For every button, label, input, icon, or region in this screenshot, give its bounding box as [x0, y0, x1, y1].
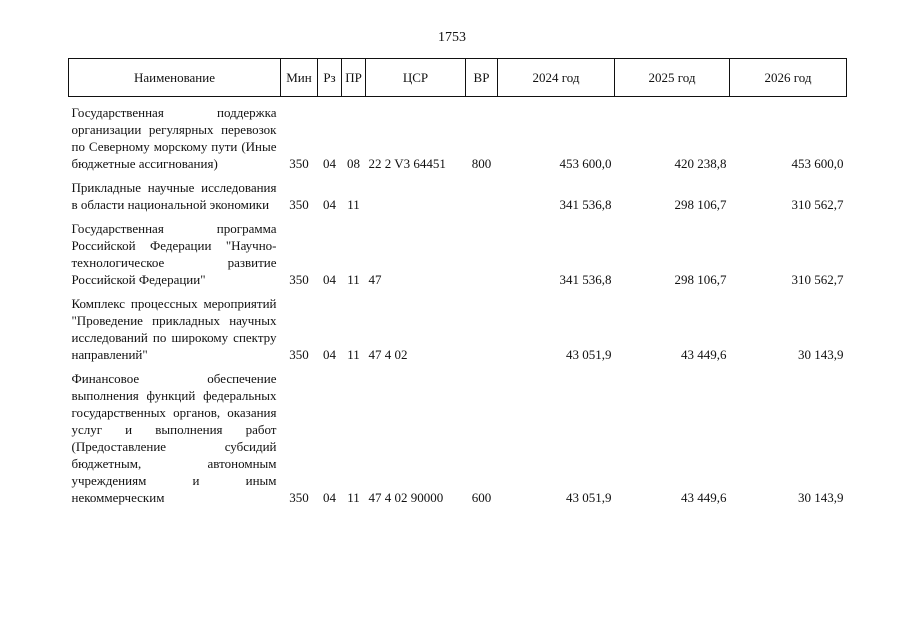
row-csr: 22 2 V3 64451 [368, 156, 446, 171]
row-rz: 04 [323, 197, 336, 212]
header-pr: ПР [342, 59, 366, 97]
row-min: 350 [289, 347, 309, 362]
header-min: Мин [281, 59, 318, 97]
row-name: Финансовое обеспечение выполнения функций федеральных государственных органов, оказания услуг и выполнения работ (Предоставление субсидий бюджетным, автономным учреждениям и иным некоммерческим [71, 371, 277, 505]
row-2026: 310 562,7 [791, 197, 844, 212]
table-row [69, 295, 847, 363]
row-2024: 43 051,9 [566, 347, 612, 362]
row-vr: 600 [471, 490, 492, 505]
row-vr [466, 295, 498, 363]
budget-table [68, 58, 847, 506]
row-min: 350 [289, 156, 309, 171]
header-2025: 2025 год [615, 59, 730, 97]
header-csr: ЦСР [366, 59, 466, 97]
row-pr: 11 [347, 347, 360, 362]
row-2025: 298 106,7 [674, 272, 727, 287]
row-min: 350 [289, 490, 309, 505]
row-csr: 47 4 02 [368, 347, 408, 362]
row-min: 350 [289, 197, 309, 212]
table-row [69, 104, 847, 172]
row-name: Комплекс процессных мероприятий "Проведение прикладных научных исследований по широкому спектру направлений" [71, 296, 277, 362]
row-rz: 04 [323, 272, 336, 287]
header-name: Наименование [69, 59, 281, 97]
header-2026: 2026 год [730, 59, 847, 97]
table-row [69, 179, 847, 213]
row-2026: 30 143,9 [798, 490, 844, 505]
header-vr: ВР [466, 59, 498, 97]
row-name: Прикладные научные исследования в области национальной экономики [71, 180, 277, 212]
row-2025: 43 449,6 [681, 347, 727, 362]
row-pr: 11 [347, 490, 360, 505]
row-pr: 11 [347, 197, 360, 212]
row-vr [466, 220, 498, 288]
header-rz: Рз [318, 59, 342, 97]
row-2026: 30 143,9 [798, 347, 844, 362]
table-header [69, 59, 847, 97]
row-rz: 04 [323, 490, 336, 505]
row-rz: 04 [323, 156, 336, 171]
header-2024: 2024 год [498, 59, 615, 97]
row-pr: 08 [347, 156, 360, 171]
row-rz: 04 [323, 347, 336, 362]
row-name: Государственная программа Российской Федерации "Научно-технологическое развитие Российской Федерации" [71, 221, 277, 287]
table-row [69, 220, 847, 288]
row-2024: 43 051,9 [566, 490, 612, 505]
row-2026: 310 562,7 [791, 272, 844, 287]
page-number: 1753 [438, 30, 466, 45]
row-2026: 453 600,0 [791, 156, 844, 171]
row-2024: 453 600,0 [559, 156, 612, 171]
row-csr: 47 4 02 90000 [368, 490, 444, 505]
row-vr: 800 [471, 156, 492, 171]
table-body [69, 97, 847, 507]
row-2025: 43 449,6 [681, 490, 727, 505]
row-csr: 47 [368, 272, 382, 287]
row-2025: 420 238,8 [674, 156, 727, 171]
row-vr [466, 179, 498, 213]
row-name: Государственная поддержка организации регулярных перевозок по Северному морскому пути (Иные бюджетные ассигнования) [71, 105, 277, 171]
row-min: 350 [289, 272, 309, 287]
row-2024: 341 536,8 [559, 272, 612, 287]
row-2025: 298 106,7 [674, 197, 727, 212]
row-pr: 11 [347, 272, 360, 287]
table-row [69, 370, 847, 506]
row-csr [366, 179, 466, 213]
row-2024: 341 536,8 [559, 197, 612, 212]
